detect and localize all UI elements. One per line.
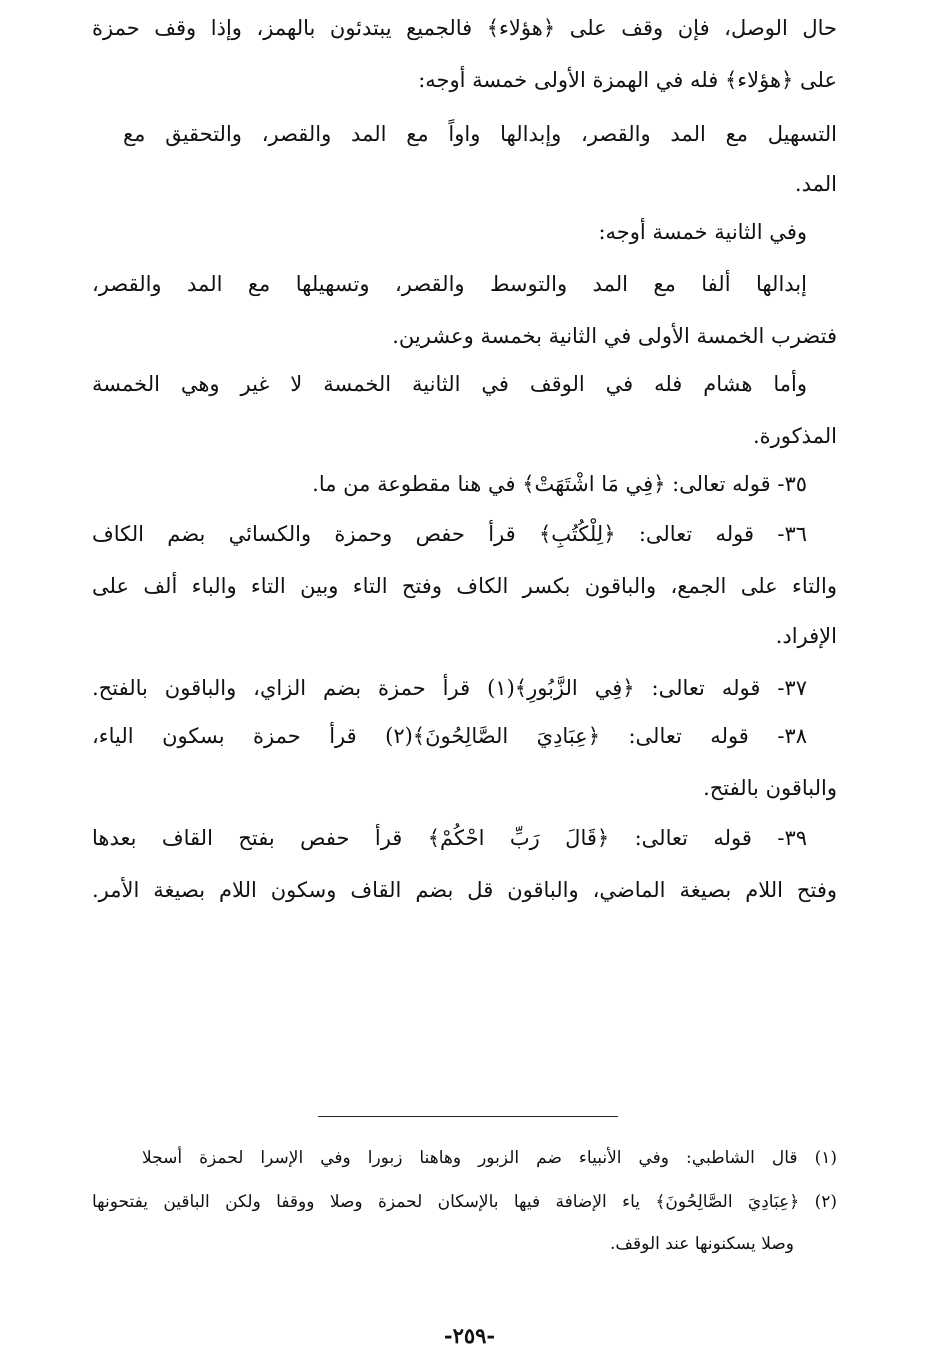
text-line: المد.: [794, 172, 837, 196]
page-number: -٢٥٩-: [443, 1323, 496, 1348]
text-line: ٣٦- قوله تعالى: ﴿لِلْكُتُبِ﴾ قرأ حفص وحمزة والكسائي بضم الكاف: [92, 522, 807, 546]
text-line: الإفراد.: [775, 624, 837, 648]
text-line: والباقون بالفتح.: [703, 776, 837, 800]
text-line: المذكورة.: [752, 424, 837, 448]
text-line: حال الوصل، فإن وقف على ﴿هؤلاء﴾ فالجميع يبتدئون بالهمز، وإذا وقف حمزة: [92, 16, 837, 40]
text-line: إبدالها ألفا مع المد والتوسط والقصر، وتسهيلها مع المد والقصر،: [92, 272, 807, 296]
text-line: وفتح اللام بصيغة الماضي، والباقون قل بضم القاف وسكون اللام بصيغة الأمر.: [92, 878, 837, 902]
text-line: على ﴿هؤلاء﴾ فله في الهمزة الأولى خمسة أوجه:: [418, 68, 837, 92]
footnote-line: (١) قال الشاطبي: وفي الأنبياء ضم الزبور وهاهنا زبورا وفي الإسرا لحمزة أسجلا: [142, 1148, 837, 1168]
text-line: وفي الثانية خمسة أوجه:: [598, 220, 807, 244]
text-line: ٣٥- قوله تعالى: ﴿فِي مَا اشْتَهَتْ﴾ في هنا مقطوعة من ما.: [312, 472, 807, 496]
text-line: فتضرب الخمسة الأولى في الثانية بخمسة وعشرين.: [392, 324, 837, 348]
text-line: والتاء على الجمع، والباقون بكسر الكاف وفتح التاء وبين التاء والباء ألف على: [92, 574, 837, 598]
text-line: التسهيل مع المد والقصر، وإبدالها واواً مع المد والقصر، والتحقيق مع: [123, 122, 837, 146]
text-line: ٣٧- قوله تعالى: ﴿فِي الزَّبُورِ﴾(١) قرأ حمزة بضم الزاي، والباقون بالفتح.: [92, 676, 807, 700]
footnote-line: (٢) ﴿عِبَادِيَ الصَّالِحُونَ﴾ ياء الإضافة فيها بالإسكان لحمزة وصلا ووقفا ولكن الباقين يفتحونها: [92, 1192, 837, 1212]
footnote-line: وصلا يسكنونها عند الوقف.: [610, 1234, 794, 1254]
text-line: ٣٩- قوله تعالى: ﴿قَالَ رَبِّ احْكُمْ﴾ قرأ حفص بفتح القاف بعدها: [92, 826, 807, 850]
text-line: ٣٨- قوله تعالى: ﴿عِبَادِيَ الصَّالِحُونَ﴾(٢) قرأ حمزة بسكون الياء،: [92, 724, 807, 748]
footnote-separator: [318, 1116, 618, 1117]
text-line: وأما هشام فله في الوقف في الثانية الخمسة لا غير وهي الخمسة: [92, 372, 807, 396]
